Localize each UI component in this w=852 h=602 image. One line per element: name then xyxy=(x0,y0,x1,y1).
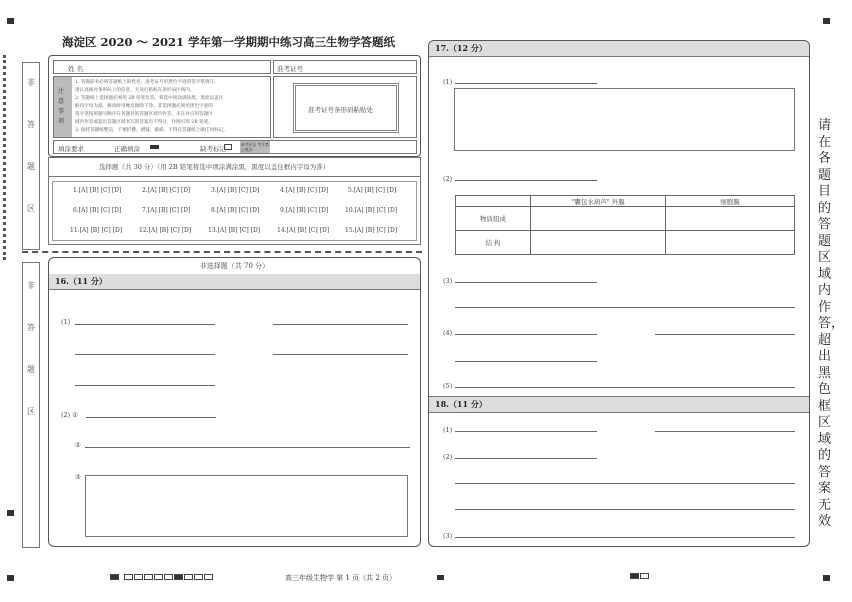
mc-q4[interactable]: 4.[A] [B] [C] [D] xyxy=(280,187,329,194)
notes-label: 注意事项 xyxy=(54,77,72,137)
footer-mark-group xyxy=(630,573,650,579)
q17-table-cell[interactable] xyxy=(531,231,666,255)
q16-drawing-box[interactable] xyxy=(85,475,408,537)
corner-mark xyxy=(7,18,14,24)
mc-q13[interactable]: 13.[A] [B] [C] [D] xyxy=(208,227,261,234)
q16-1-label: (1) xyxy=(61,318,71,326)
q17-3-line[interactable] xyxy=(455,282,597,283)
left-strip-chars: 非 答 题 区 xyxy=(27,78,35,213)
q18-2-label: (2) xyxy=(443,453,453,461)
q17-1-box[interactable] xyxy=(454,88,795,151)
dashed-divider xyxy=(22,251,422,253)
name-field[interactable] xyxy=(53,60,271,74)
mc-q15[interactable]: 15.[A] [B] [C] [D] xyxy=(345,227,398,234)
q17-5-label: (5) xyxy=(443,382,453,390)
q17-5-line[interactable] xyxy=(455,387,795,388)
absent-checkbox[interactable] xyxy=(224,144,232,150)
q17-table-corner xyxy=(456,196,531,207)
fill-sample-icon xyxy=(150,145,159,149)
q17-table-col: 细胞膜 xyxy=(666,196,795,207)
footer-mark xyxy=(437,575,444,580)
q16-2b-line[interactable] xyxy=(85,447,410,448)
nonmc-header: 非选择题（共 70 分） xyxy=(199,262,270,270)
mc-q5[interactable]: 5.[A] [B] [C] [D] xyxy=(348,187,397,194)
q17-q18-panel xyxy=(428,40,810,547)
q16-panel xyxy=(48,257,421,547)
mc-q7[interactable]: 7.[A] [B] [C] [D] xyxy=(142,207,191,214)
mc-header: 选择题（共 30 分）（用 2B 铅笔将选中项涂满涂黑，黑度以盖住框内字母为准） xyxy=(99,163,330,171)
q16-1-line[interactable] xyxy=(75,385,215,386)
q17-1-line[interactable] xyxy=(455,83,597,84)
q17-4-line[interactable] xyxy=(655,334,795,335)
q18-2-line[interactable] xyxy=(455,509,795,510)
left-dotted-strip xyxy=(3,55,7,260)
q16-2b-label: ② xyxy=(75,441,81,449)
mc-panel xyxy=(48,157,421,245)
corner-mark xyxy=(823,18,830,24)
mc-q12[interactable]: 12.[A] [B] [C] [D] xyxy=(139,227,192,234)
mc-q9[interactable]: 9.[A] [B] [C] [D] xyxy=(280,207,329,214)
mc-q10[interactable]: 10.[A] [B] [C] [D] xyxy=(345,207,398,214)
corner-mark xyxy=(823,575,830,581)
q18-1-label: (1) xyxy=(443,426,453,434)
mc-q1[interactable]: 1.[A] [B] [C] [D] xyxy=(73,187,122,194)
q18-2-line[interactable] xyxy=(455,483,795,484)
q17-table xyxy=(455,195,795,255)
q17-2-line[interactable] xyxy=(455,180,597,181)
absent-label: 缺考标记 xyxy=(200,145,226,153)
q16-2-label: (2) ① xyxy=(61,411,79,419)
page-footer: 高三年级生物学 第 1 页（共 2 页） xyxy=(285,574,397,582)
q17-2-label: (2) xyxy=(443,175,453,183)
q18-header: 18.（11 分） xyxy=(429,396,809,413)
q17-1-label: (1) xyxy=(443,78,453,86)
mc-q6[interactable]: 6.[A] [B] [C] [D] xyxy=(73,207,122,214)
mc-q3[interactable]: 3.[A] [B] [C] [D] xyxy=(211,187,260,194)
fill-req-label: 填涂要求 xyxy=(58,145,84,153)
q17-table-row-label: 结 构 xyxy=(456,231,531,255)
q17-header: 17.（12 分） xyxy=(429,41,809,57)
mc-q8[interactable]: 8.[A] [B] [C] [D] xyxy=(211,207,260,214)
q17-4-line[interactable] xyxy=(455,334,597,335)
q17-4-label: (4) xyxy=(443,329,453,337)
mc-q11[interactable]: 11.[A] [B] [C] [D] xyxy=(70,227,123,234)
absent-note: 缺考标记 考生禁止填涂 xyxy=(241,142,269,152)
footer-marks xyxy=(110,574,214,580)
corner-mark xyxy=(7,575,14,581)
q17-table-cell[interactable] xyxy=(531,207,666,231)
mc-q14[interactable]: 14.[A] [B] [C] [D] xyxy=(277,227,330,234)
q16-header: 16.（11 分） xyxy=(49,274,420,290)
q17-table-row-label: 物质组成 xyxy=(456,207,531,231)
mc-q2[interactable]: 2.[A] [B] [C] [D] xyxy=(142,187,191,194)
q16-2c-label: ③ xyxy=(75,473,81,481)
q16-1-line[interactable] xyxy=(75,354,215,355)
q18-3-line[interactable] xyxy=(455,537,795,538)
id-field[interactable] xyxy=(273,60,417,74)
q17-table-cell[interactable] xyxy=(666,231,795,255)
q18-3-label: (3) xyxy=(443,532,453,540)
page-title: 海淀区 2020 ～ 2021 学年第一学期期中练习高三生物学答题纸 xyxy=(62,35,396,49)
notes-box xyxy=(53,76,271,138)
q17-3-label: (3) xyxy=(443,277,453,285)
fill-correct-label: 正确填涂 xyxy=(114,145,140,153)
name-label: 姓 名 xyxy=(68,65,84,73)
q18-2-line[interactable] xyxy=(455,458,597,459)
q17-3-line[interactable] xyxy=(455,307,795,308)
right-warning-note: 请在各题目的答题区域内作答，超出黑色框区域的答案无效 xyxy=(818,118,845,529)
barcode-label: 准考证号条形码粘贴处 xyxy=(308,106,373,114)
left-strip-chars-2: 非 答 题 区 xyxy=(27,281,35,416)
mc-grid xyxy=(52,181,417,241)
q17-table-col: "囊包水葫芦" 外膜 xyxy=(531,196,666,207)
info-panel xyxy=(48,55,421,157)
q18-1-line[interactable] xyxy=(655,431,795,432)
q16-2-line[interactable] xyxy=(86,417,216,418)
q17-4-line[interactable] xyxy=(455,361,597,362)
fill-requirements xyxy=(53,140,417,154)
q16-1-line[interactable] xyxy=(273,324,408,325)
barcode-area xyxy=(273,76,417,138)
q16-1-line[interactable] xyxy=(75,324,215,325)
q16-1-line[interactable] xyxy=(273,354,408,355)
side-mark xyxy=(7,510,14,516)
q17-table-cell[interactable] xyxy=(666,207,795,231)
q18-1-line[interactable] xyxy=(455,431,597,432)
id-label: 准考证号 xyxy=(277,65,303,73)
notes-text: 1. 答题前务必将答题纸上的姓名、准考证号用黑色字迹的签字笔填写， 请认真核对条形码上的信息，无误后粘贴在条形码区域内。 2. 答题纸上选择题必须用 2B 铅笔作答，将选中项涂满涂黑，黑度以盖住 框内字母为准，修改时用橡皮擦除干净。非选择题必须用黑色字迹的 签字笔按照题号顺序在各题目的答题区域内作答，未在对应的答题区 域内作答或超出答题区域书写的答案均不得分，作图可用 2B 铅笔。 3. 保持答题纸整洁，不要折叠、褶皱、破损，不得在答题纸上做任何标记。 xyxy=(75,80,228,133)
